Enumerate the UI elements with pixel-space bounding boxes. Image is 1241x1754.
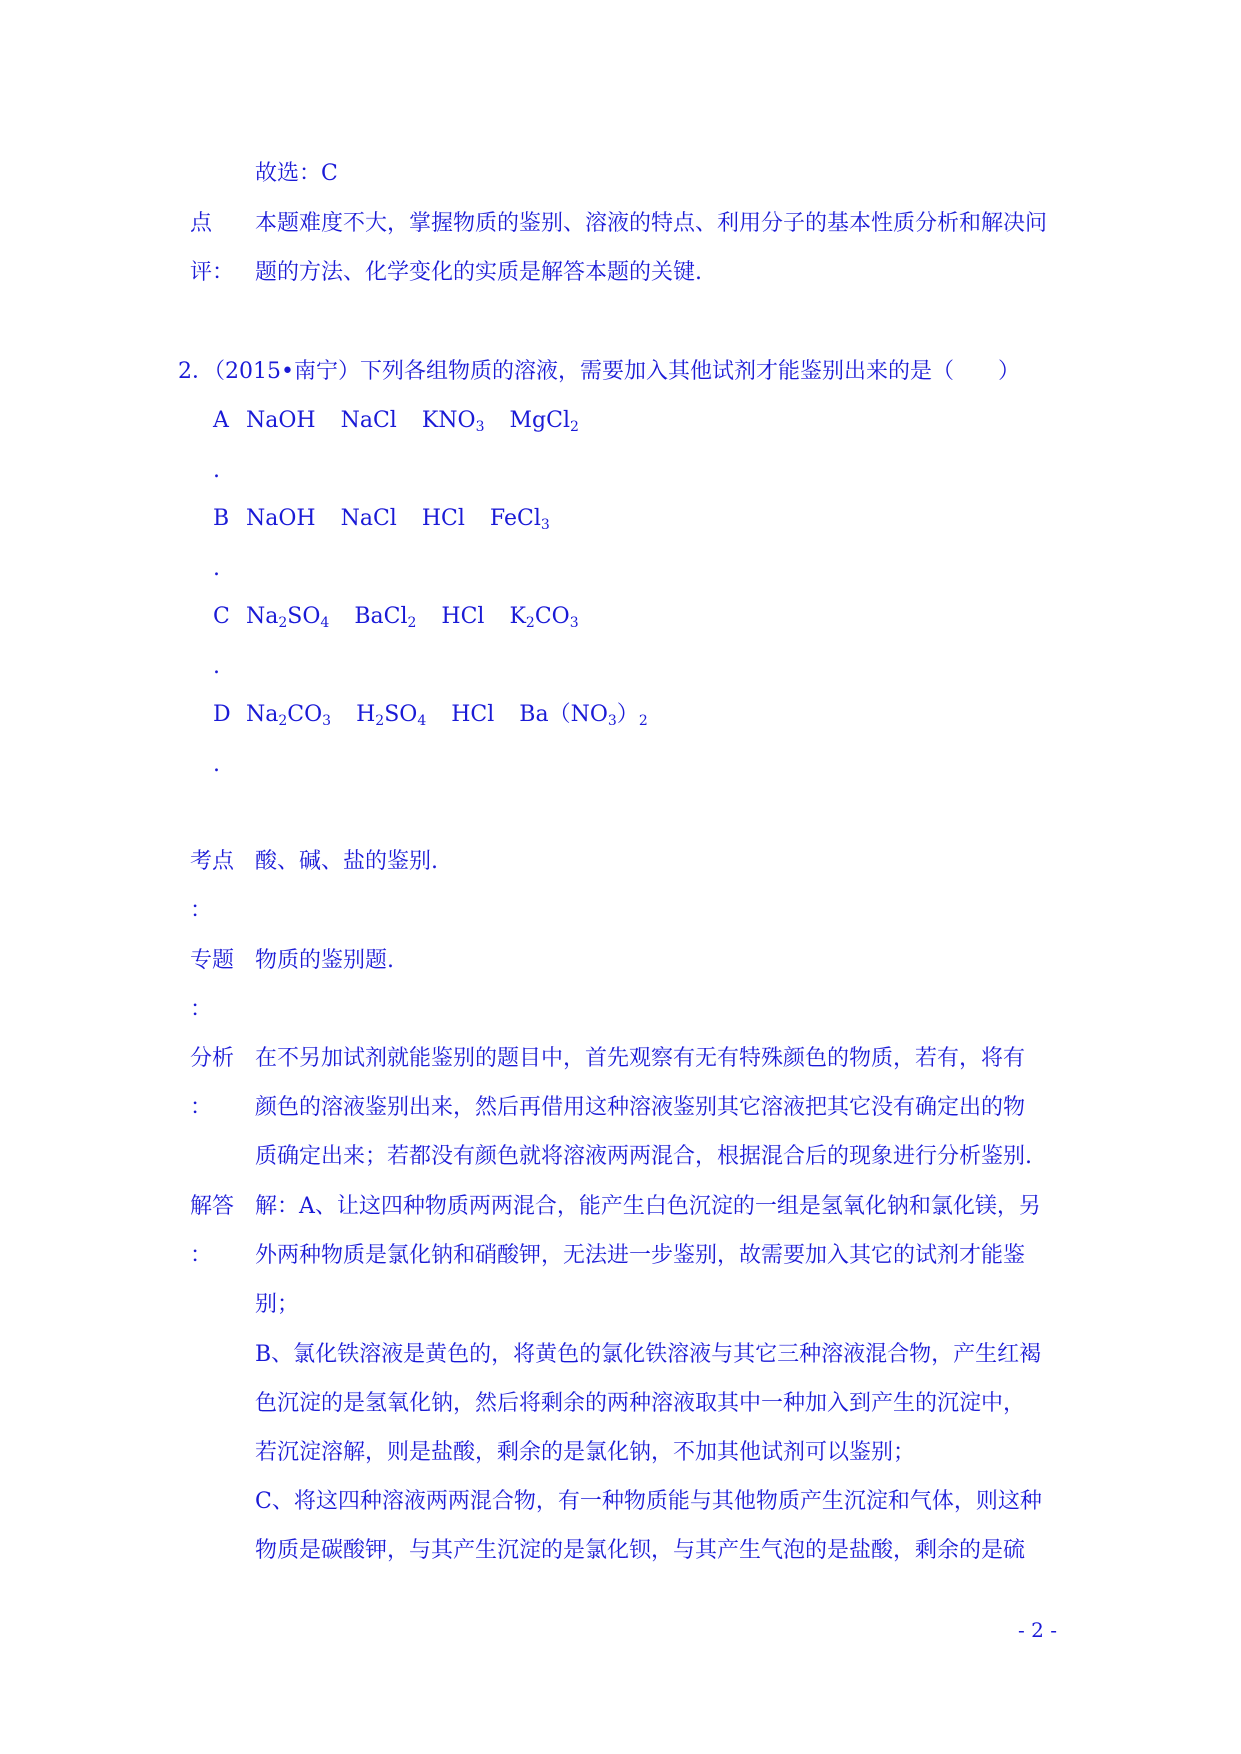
option-a-letter: A: [213, 408, 229, 433]
formula: $Na_2SO_4$: [246, 604, 330, 631]
jieda-colon: ：: [190, 1243, 213, 1268]
kaodian-text: 酸、碱、盐的鉴别.: [255, 849, 438, 874]
jieda-label: 解答: [190, 1194, 235, 1219]
zhuanti-text: 物质的鉴别题.: [255, 948, 394, 973]
zhuanti-colon: ：: [190, 997, 213, 1022]
option-c-dot: .: [213, 654, 220, 679]
formula: $Ba(NO_3)_2$: [519, 702, 648, 729]
option-a-dot: .: [213, 458, 220, 483]
fenxi-line: 在不另加试剂就能鉴别的题目中，首先观察有无有特殊颜色的物质，若有，将有: [255, 1046, 1026, 1071]
option-d-formulas: [246, 700, 666, 730]
option-d-dot: .: [213, 752, 220, 777]
option-b-dot: .: [213, 556, 220, 581]
jieda-line: 若沉淀溶解，则是盐酸，剩余的是氯化钠，不加其他试剂可以鉴别；: [255, 1440, 916, 1465]
zhuanti-label: 专题: [190, 948, 235, 973]
jieda-line: 解：A、让这四种物质两两混合，能产生白色沉淀的一组是氢氧化钠和氯化镁，另: [255, 1194, 1041, 1219]
formula: NaOH: [246, 506, 316, 531]
comment-line-1: 本题难度不大，掌握物质的鉴别、溶液的特点、利用分子的基本性质分析和解决问: [255, 211, 1048, 236]
jieda-line: C、将这四种溶液两两混合物，有一种物质能与其他物质产生沉淀和气体，则这种: [255, 1489, 1042, 1514]
formula: FeCl$_3$: [489, 506, 550, 533]
option-a-formulas: [246, 406, 597, 436]
jieda-line: B、氯化铁溶液是黄色的，将黄色的氯化铁溶液与其它三种溶液混合物，产生红褐: [255, 1342, 1042, 1367]
jieda-line: 别；: [255, 1292, 300, 1317]
formula: HCl: [441, 604, 485, 629]
option-c-letter: C: [213, 604, 230, 629]
jieda-line: 色沉淀的是氢氧化钠，然后将剩余的两种溶液取其中一种加入到产生的沉淀中，: [255, 1391, 1026, 1416]
comment-label-2: 评：: [190, 260, 235, 285]
fenxi-line: 质确定出来；若都没有颜色就将溶液两两混合，根据混合后的现象进行分析鉴别.: [255, 1144, 1032, 1169]
comment-label-1: 点: [190, 211, 213, 236]
fenxi-label: 分析: [190, 1046, 235, 1071]
option-c-formulas: [246, 602, 597, 632]
formula: $KNO_3$: [421, 408, 485, 435]
answer-choice: 故选：C: [255, 161, 338, 186]
formula: NaCl: [340, 506, 397, 531]
fenxi-colon: ：: [190, 1095, 213, 1120]
kaodian-label: 考点: [190, 849, 235, 874]
jieda-line: 物质是碳酸钾，与其产生沉淀的是氯化钡，与其产生气泡的是盐酸，剩余的是硫: [255, 1538, 1026, 1563]
jieda-line: 外两种物质是氯化钠和硝酸钾，无法进一步鉴别，故需要加入其它的试剂才能鉴: [255, 1243, 1026, 1268]
option-b-letter: B: [213, 506, 230, 531]
question-stem: 2．（2015•南宁）下列各组物质的溶液，需要加入其他试剂才能鉴别出来的是（ ）: [178, 359, 1020, 384]
kaodian-colon: ：: [190, 898, 213, 923]
page-number: - 2 -: [1018, 1618, 1057, 1642]
formula: $Na_2CO_3$: [246, 702, 332, 729]
formula: HCl: [451, 702, 495, 727]
formula: HCl: [421, 506, 465, 531]
formula: $H_2SO_4$: [356, 702, 427, 729]
option-d-letter: D: [213, 702, 231, 727]
fenxi-line: 颜色的溶液鉴别出来，然后再借用这种溶液鉴别其它溶液把其它没有确定出的物: [255, 1095, 1026, 1120]
formula: BaCl$_2$: [354, 604, 417, 631]
formula: NaOH: [246, 408, 316, 433]
comment-line-2: 题的方法、化学变化的实质是解答本题的关键.: [255, 260, 702, 285]
formula: MgCl$_2$: [509, 408, 579, 435]
formula: NaCl: [340, 408, 397, 433]
formula: $K_2CO_3$: [509, 604, 579, 631]
option-b-formulas: [246, 504, 568, 534]
